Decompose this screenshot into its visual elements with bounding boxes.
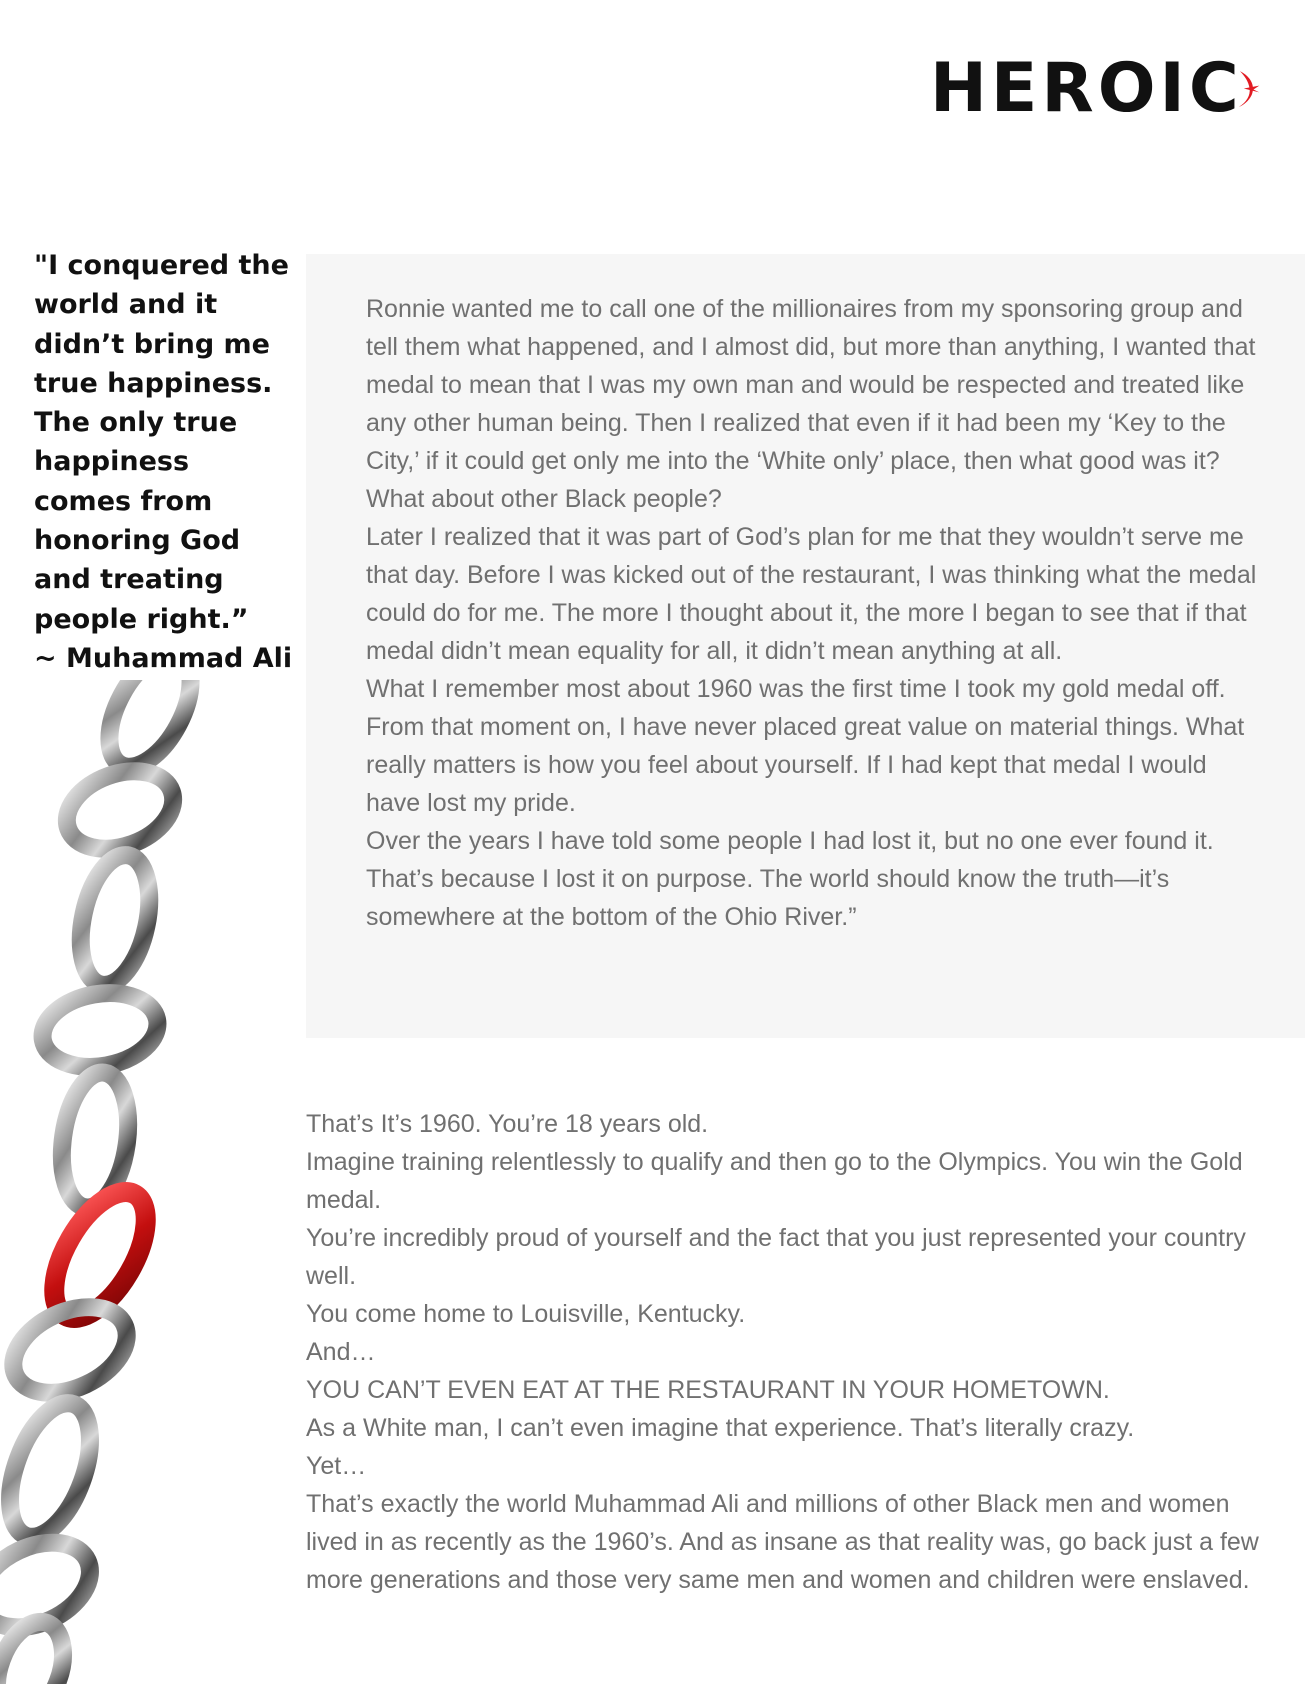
body-paragraph: And… [306, 1338, 376, 1366]
body-paragraph: Imagine training relentlessly to qualify and then go to the Olympics. You win the Gold medal. [306, 1148, 1243, 1214]
body-text [306, 1105, 1266, 1599]
callout-text [366, 290, 1266, 936]
chain-links-icon [0, 680, 300, 1684]
callout-paragraph: Later I realized that it was part of God’s plan for me that they wouldn’t serve me that day. Before I was kicked out of the restaurant, I was thinking what the medal could do for me. The more I thought about it, the more I began to see that if that medal didn’t mean equality for all, it didn’t mean anything at all. [366, 523, 1257, 665]
callout-paragraph: Ronnie wanted me to call one of the millionaires from my sponsoring group and tell them what happened, and I almost did, but more than anything, I wanted that medal to mean that I was my own man and would be respected and treated like any other human being. Then I realized that even if it had been my ‘Key to the City,’ if it could get only me into the ‘White only’ place, then what good was it? What about other Black people? [366, 295, 1256, 513]
callout-paragraph: Over the years I have told some people I had lost it, but no one ever found it. That’s because I lost it on purpose. The world should know the truth—it’s somewhere at the bottom of the Ohio River.” [366, 827, 1214, 931]
body-paragraph: You come home to Louisville, Kentucky. [306, 1300, 746, 1328]
body-paragraph: That’s exactly the world Muhammad Ali and millions of other Black men and women lived in as recently as the 1960’s. And as insane as that reality was, go back just a few more generations and those very same men and women and children were enslaved. [306, 1490, 1259, 1594]
body-paragraph: YOU CAN’T EVEN EAT AT THE RESTAURANT IN YOUR HOMETOWN. [306, 1376, 1110, 1404]
logo-wordmark: HEROIC [930, 49, 1243, 128]
red-swift-bird-icon [1237, 50, 1260, 128]
body-paragraph: As a White man, I can’t even imagine that experience. That’s literally crazy. [306, 1414, 1135, 1442]
body-paragraph: Yet… [306, 1452, 367, 1480]
callout-paragraph: What I remember most about 1960 was the first time I took my gold medal off. From that moment on, I have never placed great value on material things. What really matters is how you feel about yourself. If I had kept that medal I would have lost my pride. [366, 675, 1245, 817]
heroic-logo [930, 44, 1260, 134]
body-paragraph: That’s It’s 1960. You’re 18 years old. [306, 1110, 709, 1138]
quote-text: "I conquered the world and it didn’t bring me true happiness. The only true happiness comes from honoring God and treating people right.” [34, 250, 289, 635]
pull-quote [34, 246, 294, 678]
body-paragraph: You’re incredibly proud of yourself and the fact that you just represented your country well. [306, 1224, 1246, 1290]
quote-attribution: ~ Muhammad Ali [34, 642, 293, 674]
